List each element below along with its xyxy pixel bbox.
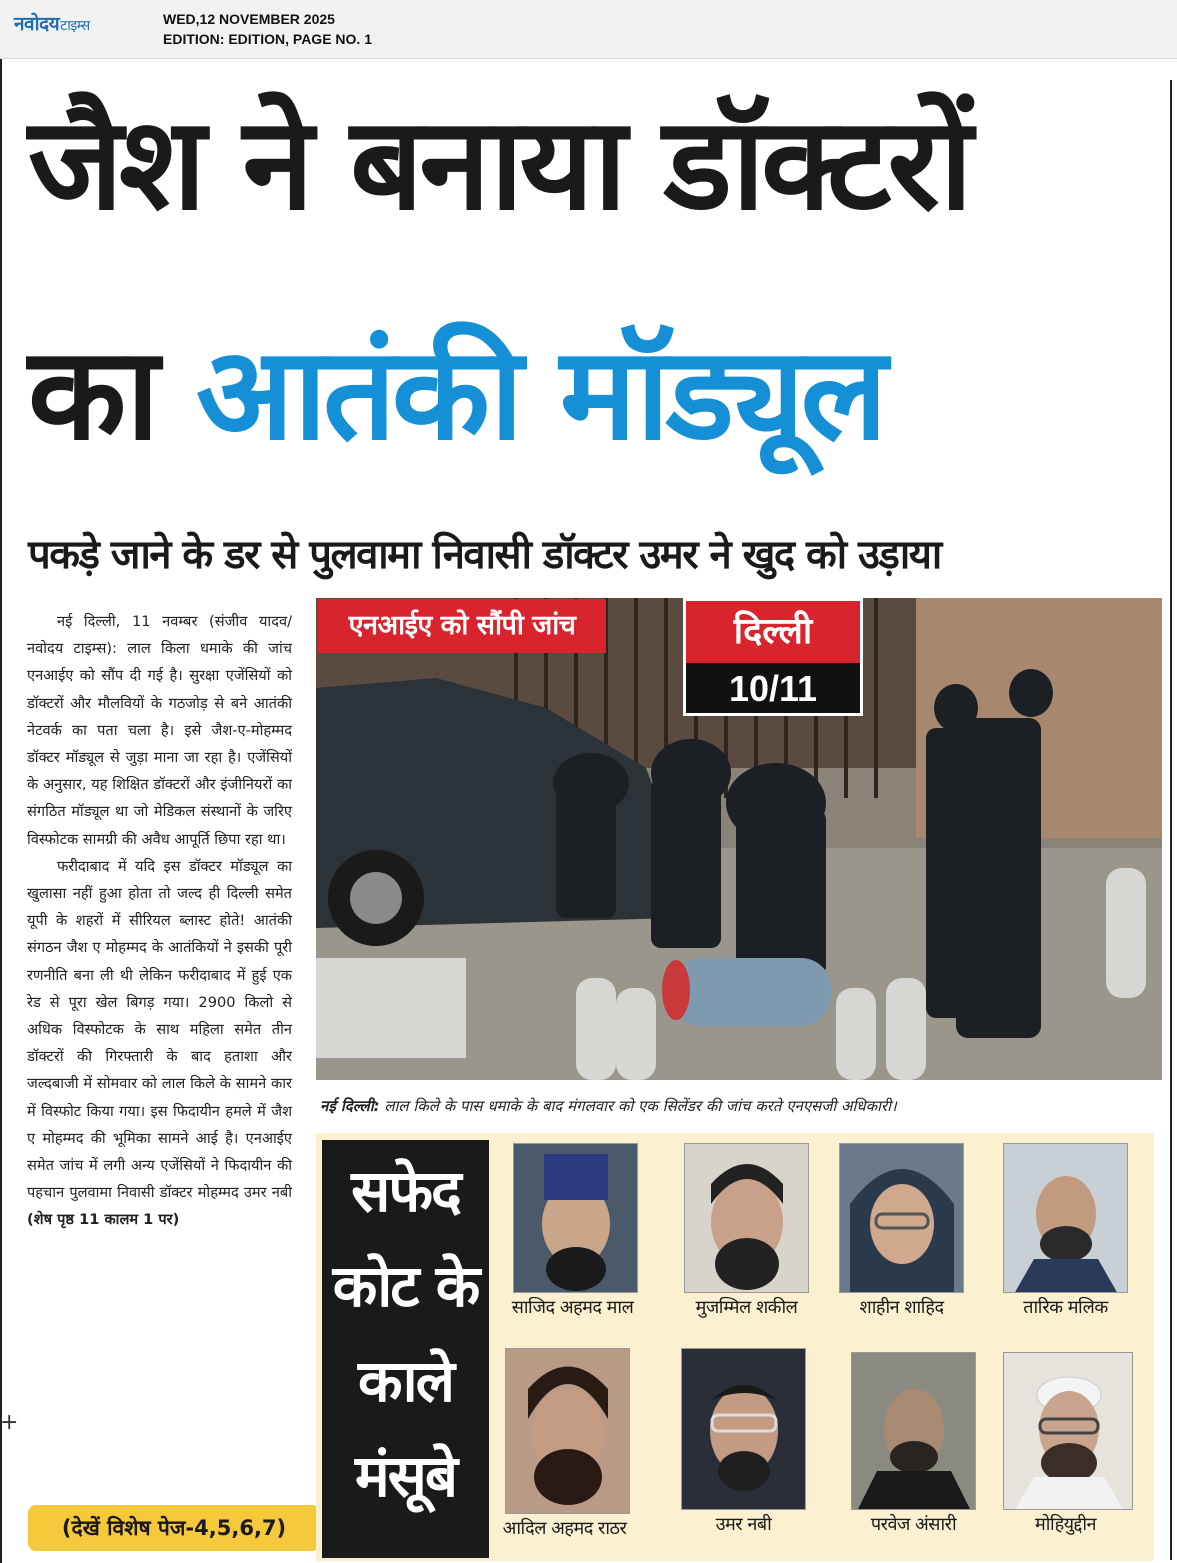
logo-sub: टाइम्स [60,18,90,34]
caption-label: नई दिल्ली: [320,1097,380,1115]
suspect-name: तारिक मलिक [1023,1297,1108,1318]
page-border-left [0,59,2,1563]
banner-line-3: काले [358,1347,453,1415]
white-coat-banner [322,1140,489,1558]
banner-line-2: कोट के [332,1252,479,1320]
suspect-card [1003,1352,1128,1538]
suspect-card [681,1348,806,1538]
headline-line-2 [28,315,1168,475]
suspect-name: उमर नबी [715,1514,772,1535]
suspect-card [684,1143,809,1321]
headline-line-1: जैश ने बनाया डॉक्टरों [28,90,969,239]
suspect-card [1003,1143,1128,1321]
suspect-photo [839,1143,964,1293]
edition-date: WED,12 NOVEMBER 2025 [163,11,335,27]
dateline-tag [683,598,863,716]
suspect-name: परवेज अंसारी [870,1514,957,1535]
suspect-name: आदिल अहमद राठर [502,1518,627,1539]
suspect-photo [1003,1352,1133,1510]
suspect-card [851,1352,976,1538]
suspect-photo [1003,1143,1128,1293]
dateline-date: 10/11 [728,668,818,709]
subheadline: पकड़े जाने के डर से पुलवामा निवासी डॉक्टर उमर ने खुद को उड़ाया [28,532,941,578]
see-special-pages-banner[interactable]: (देखें विशेष पेज-4,5,6,7) [28,1505,320,1551]
caption-text: लाल किले के पास धमाके के बाद मंगलवार को एक सिलेंडर की जांच करते एनएसजी अधिकारी। [384,1097,897,1115]
suspect-card [502,1348,630,1542]
suspect-name: मोहियुद्दीन [1035,1514,1096,1535]
article-column [27,608,292,1234]
suspect-photo [684,1143,809,1293]
masthead-bar [0,0,1177,59]
nia-tag: एनआईए को सौंपी जांच [318,599,606,653]
suspect-name: शाहीन शाहिद [859,1297,944,1318]
continued-note: (शेष पृष्ठ 11 कालम 1 पर) [27,1211,180,1229]
suspect-card [513,1143,638,1321]
newspaper-logo[interactable] [14,10,90,36]
article-paragraph-2-text: फरीदाबाद में यदि इस डॉक्टर मॉड्यूल का खुलासा नहीं हुआ होता तो जल्द ही दिल्ली समेत यूपी के शहरों में सीरियल ब्लास्ट होते! आतंकी संगठन जैश ए मोहम्मद के आतंकियों ने इसकी पूरी रणनीति बना ली थी लेकिन फरीदाबाद में हुई एक रेड से पूरा खेल बिगड़ गया। 2900 किलो से अधिक विस्फोटक के साथ महिला समेत तीन डॉक्टरों की गिरफ्तारी के बाद हताशा और जल्दबाजी में सोमवार को लाल किले के सामने कार में विस्फोट किया गया। इस फिदायीन हमले में जैश ए मोहम्मद की भूमिका सामने आई है। एनआईए समेत जांच में लगी अन्य एजेंसियों ने फिदायीन की पहचान पुलवामा निवासी डॉक्टर मोहम्मद उमर नबी [27,857,292,1202]
photo-caption [320,1094,1165,1118]
banner-line-1: सफेद [351,1157,460,1225]
logo-main: नवोदय [14,13,60,35]
banner-line-4: मंसूबे [354,1442,456,1510]
suspect-photo [505,1348,630,1514]
suspect-card [839,1143,964,1321]
suspect-photo [681,1348,806,1510]
headline-black-word: का [28,320,156,469]
edition-page: EDITION: EDITION, PAGE NO. 1 [163,31,372,47]
dateline-city: दिल्ली [686,601,860,663]
headline-blue-words: आतंकी मॉड्यूल [196,320,884,469]
suspect-photo [851,1352,976,1510]
page-border-right [1170,80,1172,1560]
edition-meta [163,9,372,49]
suspect-photo [513,1143,638,1293]
suspect-name: मुजम्मिल शकील [695,1297,798,1318]
suspect-name: साजिद अहमद माल [511,1297,634,1318]
crop-mark-icon: + [0,1410,19,1435]
article-paragraph-1: नई दिल्ली, 11 नवम्बर (संजीव यादव/नवोदय टाइम्स): लाल किला धमाके की जांच एनआईए को सौंप दी गई है। सुरक्षा एजेंसियों को डॉक्टरों और मौलवियों के गठजोड़ से बने आतंकी नेटवर्क का पता चला है। इसे जैश-ए-मोहम्मद डॉक्टर मॉड्यूल से जुड़ा माना जा रहा है। एजेंसियों के अनुसार, यह शिक्षित डॉक्टरों और इंजीनियरों का संगठित मॉड्यूल था जो मेडिकल संस्थानों के जरिए विस्फोटक सामग्री की अवैध आपूर्ति छिपा रहा था। [27,613,292,848]
article-paragraph-2 [27,853,292,1234]
